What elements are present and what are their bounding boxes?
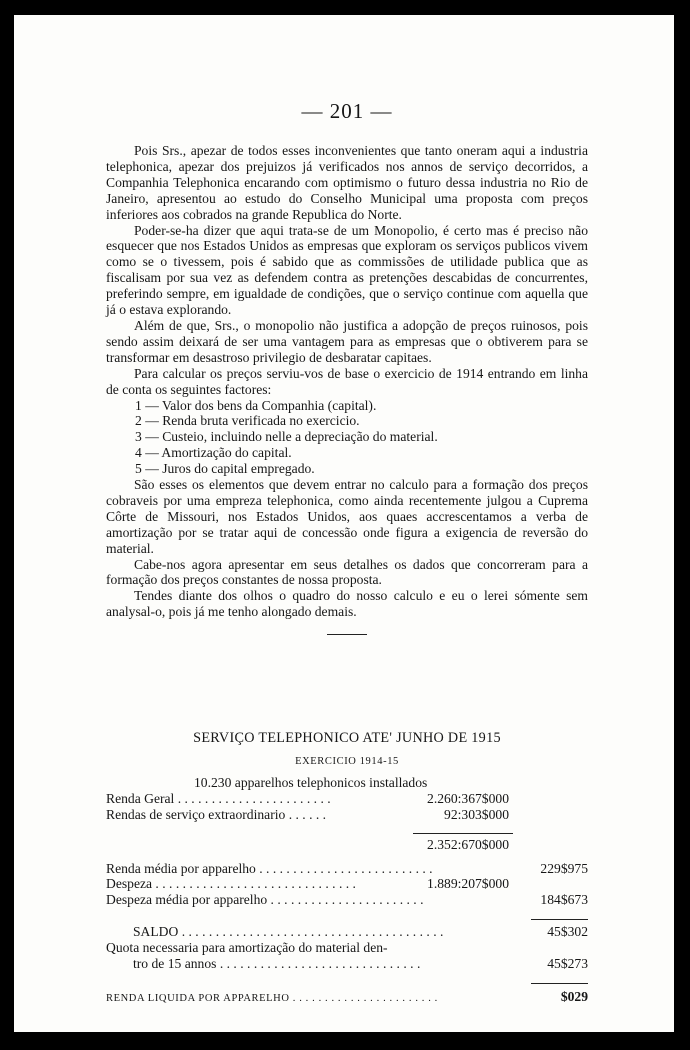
- row-value: 184$673: [540, 892, 588, 908]
- row-value: 229$975: [540, 860, 588, 876]
- factor-item: 3 — Custeio, incluindo nelle a depreciação do material.: [135, 429, 438, 445]
- financial-table: [106, 775, 588, 1005]
- row-value: 92:303$000: [444, 806, 509, 822]
- table-row: [106, 861, 588, 877]
- table-row: [106, 853, 588, 861]
- row-value: 45$302: [547, 924, 588, 940]
- scanned-page: [14, 15, 674, 1032]
- row-value: $029: [560, 988, 588, 1004]
- factor-item: 2 — Renda bruta verificada no exercicio.: [135, 413, 360, 429]
- table-row: [106, 775, 588, 791]
- row-label: Quota necessaria para amortização do material den-: [106, 940, 388, 956]
- table-row: [106, 908, 588, 924]
- factor-item: 1 — Valor dos bens da Companhia (capital).: [135, 397, 377, 413]
- table-row: [106, 956, 588, 972]
- row-label: Despeza . . . . . . . . . . . . . . . . . . . . . . . . . . . . . .: [106, 876, 356, 892]
- paragraph: Cabe-nos agora apresentar em seus detalhes os dados que concorreram para a formação dos preços constantes de nossa proposta.: [106, 556, 588, 588]
- row-label: Renda Geral . . . . . . . . . . . . . . . . . . . . . . .: [106, 790, 331, 806]
- table-row: [106, 876, 588, 892]
- row-value: 1.889:207$000: [427, 876, 509, 892]
- row-label: Despeza média por apparelho . . . . . . . . . . . . . . . . . . . . . . .: [106, 892, 424, 908]
- table-row: [106, 823, 588, 837]
- table-row: [106, 972, 588, 989]
- row-label: tro de 15 annos . . . . . . . . . . . . . . . . . . . . . . . . . . . . . .: [133, 956, 421, 972]
- table-row: [106, 837, 588, 853]
- table-row: [106, 892, 588, 908]
- row-value: 2.260:367$000: [427, 790, 509, 806]
- paragraph: Pois Srs., apezar de todos esses inconvenientes que tanto oneram aqui a industria telephonica, apezar dos prejuizos já verificados nos annos de serviço decorridos, a Companhia Telephonica encarando com optimismo o futuro dessa industria no Rio de Janeiro, apresentou ao estudo do Conselho Municipal uma proposta com preços inferiores aos cobrados na grande Republica do Norte.: [106, 143, 588, 222]
- table-row: [106, 989, 588, 1005]
- sum-rule: [531, 983, 588, 984]
- row-label: RENDA LIQUIDA POR APPARELHO . . . . . . . . . . . . . . . . . . . . . . .: [106, 992, 438, 1004]
- table-row: [106, 791, 588, 807]
- row-value: 2.352:670$000: [427, 836, 509, 852]
- sum-rule: [413, 833, 513, 834]
- factor-item: 4 — Amortização do capital.: [135, 445, 292, 461]
- paragraph: Tendes diante dos olhos o quadro do nosso calculo e eu o lerei sómente sem analysal-o, pois já me tenho alongado demais.: [106, 588, 588, 620]
- row-value: 45$273: [547, 956, 588, 972]
- table-row: [106, 940, 588, 956]
- installed-count: 10.230 apparelhos telephonicos installados: [194, 775, 428, 790]
- row-label: Rendas de serviço extraordinario . . . . . .: [106, 806, 327, 822]
- section-subtitle: EXERCICIO 1914-15: [295, 756, 399, 767]
- paragraph: São esses os elementos que devem entrar no calculo para a formação dos preços cobraveis por uma empreza telephonica, como ainda recentemente julgou a Cuprema Côrte de Missouri, nos Estados Unidos, aos quaes accrescentamos a verba de amortização por se tratar aqui de concessão onde figura a exigencia de reversão do material.: [106, 477, 588, 556]
- body-text: [106, 143, 588, 635]
- paragraph: Poder-se-ha dizer que aqui trata-se de um Monopolio, é certo mas é preciso não esquecer que nos Estados Unidos as empresas que exploram os serviços publicos vivem como se o tivessem, pois é sabido que as commissões de utilidade publica que as fiscalisam por sua vez as defendem contra as pretenções descabidas de concurrentes, preferindo sempre, em igualdade de condições, que o serviço continue com aquella que já o estava explorando.: [106, 222, 588, 318]
- section-title: SERVIÇO TELEPHONICO ATE' JUNHO DE 1915: [193, 730, 501, 746]
- paragraph: Além de que, Srs., o monopolio não justifica a adopção de preços ruinosos, pois sendo assim deixará de ser uma vantagem para as empresas que o obtiverem para se transformar em desastroso privilegio de desbaratar capitaes.: [106, 317, 588, 365]
- row-label: SALDO . . . . . . . . . . . . . . . . . . . . . . . . . . . . . . . . . . . . . . .: [133, 924, 444, 940]
- page-number: — 201 —: [301, 99, 393, 123]
- table-row: [106, 924, 588, 940]
- separator-rule: [327, 634, 367, 635]
- sum-rule: [531, 919, 588, 920]
- paragraph: Para calcular os preços serviu-vos de base o exercicio de 1914 entrando em linha de conta os seguintes factores:: [106, 365, 588, 397]
- factor-item: 5 — Juros do capital empregado.: [135, 461, 315, 477]
- row-label: Renda média por apparelho . . . . . . . . . . . . . . . . . . . . . . . . . .: [106, 860, 433, 876]
- table-row: [106, 807, 588, 823]
